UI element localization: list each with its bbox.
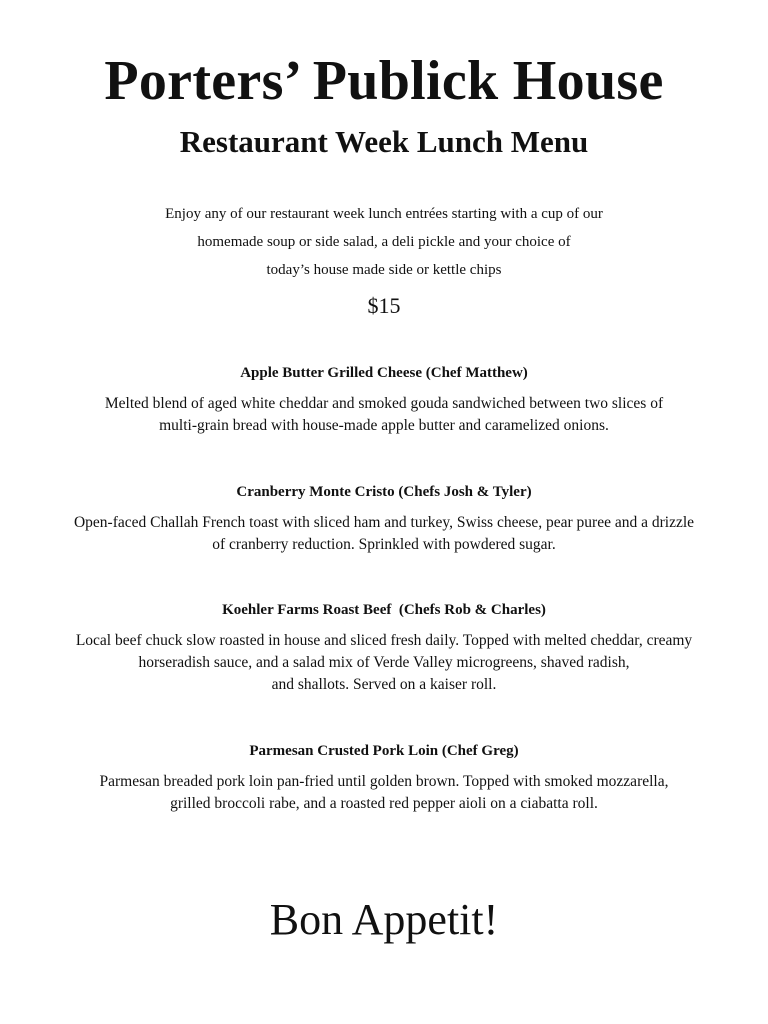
- intro-line: homemade soup or side salad, a deli pickle and your choice of: [197, 234, 571, 250]
- description-line: horseradish sauce, and a salad mix of Verde Valley microgreens, shaved radish,: [138, 654, 630, 671]
- menu-item: [30, 362, 738, 437]
- menu-price: $15: [367, 293, 401, 318]
- menu-item: [30, 740, 738, 815]
- menu-item-name: Cranberry Monte Cristo (Chefs Josh & Tyler): [236, 484, 532, 500]
- menu-item-description: [30, 393, 738, 437]
- menu-item-name: Parmesan Crusted Pork Loin (Chef Greg): [249, 743, 519, 759]
- menu-item-description: [30, 771, 738, 815]
- description-line: Parmesan breaded pork loin pan-fried until golden brown. Topped with smoked mozzarella,: [99, 773, 669, 790]
- restaurant-title: Porters’ Publick House: [104, 50, 664, 112]
- closing-text: Bon Appetit!: [269, 895, 499, 944]
- description-line: Melted blend of aged white cheddar and smoked gouda sandwiched between two slices of: [104, 395, 664, 412]
- menu-item-description: [30, 512, 738, 556]
- intro-line: today’s house made side or kettle chips: [266, 262, 502, 278]
- intro-line: Enjoy any of our restaurant week lunch entrées starting with a cup of our: [165, 206, 603, 222]
- menu-item-name: Koehler Farms Roast Beef (Chefs Rob & Charles): [222, 602, 546, 618]
- menu-item: [30, 481, 738, 556]
- menu-item-name: Apple Butter Grilled Cheese (Chef Matthew): [240, 365, 528, 381]
- description-line: Local beef chuck slow roasted in house and sliced fresh daily. Topped with melted cheddar, creamy: [75, 632, 693, 649]
- menu-item: [30, 599, 738, 696]
- description-line: of cranberry reduction. Sprinkled with powdered sugar.: [212, 536, 556, 553]
- description-line: grilled broccoli rabe, and a roasted red pepper aioli on a ciabatta roll.: [170, 795, 598, 812]
- description-line: multi-grain bread with house-made apple butter and caramelized onions.: [159, 417, 609, 434]
- description-line: and shallots. Served on a kaiser roll.: [271, 676, 497, 693]
- description-line: Open-faced Challah French toast with sliced ham and turkey, Swiss cheese, pear puree and a drizzle: [73, 514, 695, 531]
- menu-subtitle: Restaurant Week Lunch Menu: [179, 124, 589, 159]
- menu-item-description: [30, 630, 738, 696]
- intro-text: [0, 200, 768, 284]
